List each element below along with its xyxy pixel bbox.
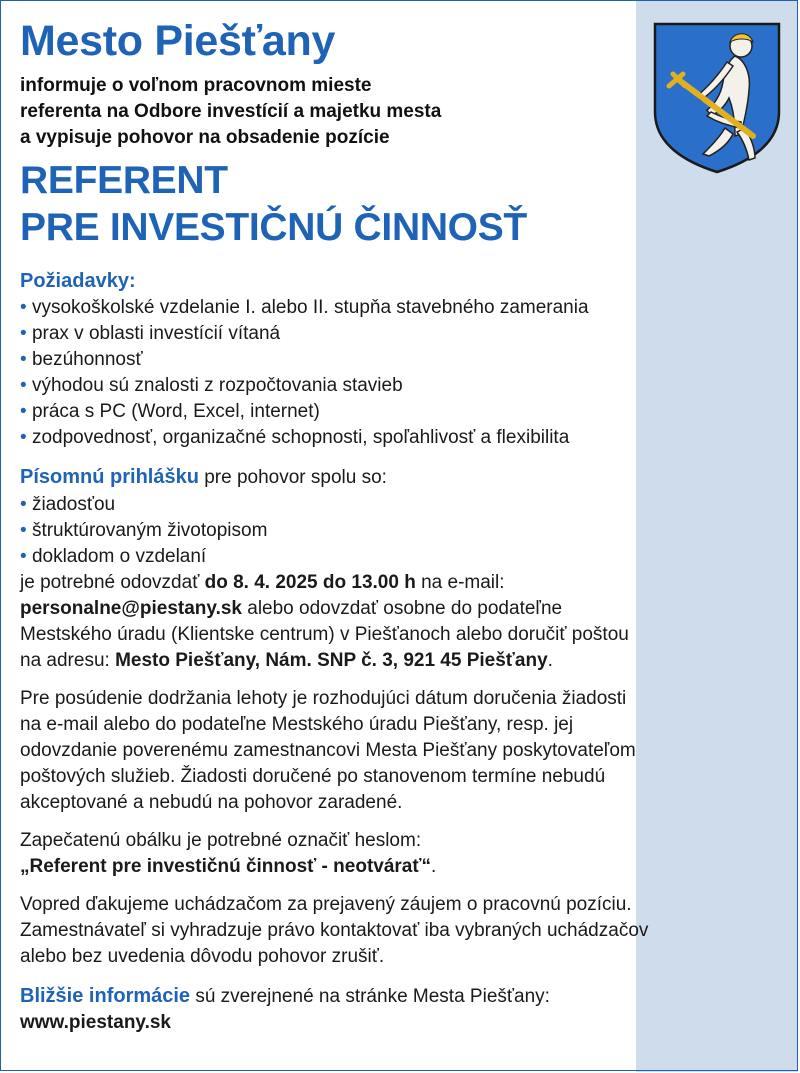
deadline-note: Pre posúdenie dodržania lehoty je rozhodujúci dátum doručenia žiadosti na e-mail alebo do podateľne Mestského úradu Piešťany, resp. jej odovzdanie poverenému zamestnancovi Mesta Piešťany poskytovateľom poštových služieb. Žiadosti doručené po stanovenom termíne nebudú akceptované a nebudú na pohovor zaradené. [20,688,636,813]
bullet-icon: • [20,323,27,344]
bullet-icon: • [20,297,27,318]
list-item: • bezúhonnosť [20,349,143,370]
list-item: • výhodou sú znalosti z rozpočtovania stavieb [20,375,403,396]
office-line: Mestského úradu (Klientske centrum) v Piešťanoch alebo doručiť poštou [20,624,629,645]
requirements-heading: Požiadavky: [20,270,136,292]
intro-line: informuje o voľnom pracovnom mieste [20,75,372,96]
list-item: • vysokoškolské vzdelanie I. alebo II. stupňa stavebného zamerania [20,297,589,318]
list-item: • štruktúrovaným životopisom [20,520,268,541]
document-body [20,16,780,1036]
bullet-icon: • [20,520,27,541]
bullet-icon: • [20,349,27,370]
email-line: personalne@piestany.sk alebo odovzdať osobne do podateľne [20,598,563,619]
intro-line: referenta na Odbore investícií a majetku mesta [20,101,442,122]
envelope-motto: „Referent pre investičnú činnosť - neotvárať“ [20,856,431,877]
bullet-icon: • [20,494,27,515]
bullet-icon: • [20,546,27,567]
bullet-icon: • [20,401,27,422]
website-link[interactable]: www.piestany.sk [20,1012,171,1033]
town-name: Mesto Piešťany [20,17,336,65]
attachments-list [20,492,780,570]
list-item: • dokladom o vzdelaní [20,546,207,567]
intro-line: a vypisuje pohovor na obsadenie pozície [20,127,390,148]
bullet-icon: • [20,375,27,396]
application-heading-line: Písomnú prihlášku pre pohovor spolu so: [20,466,387,488]
more-info: Bližšie informácie sú zverejnené na stránke Mesta Piešťany: www.piestany.sk [20,985,550,1033]
title-line: REFERENT [20,159,228,202]
list-item: • zodpovednosť, organizačné schopnosti, spoľahlivosť a flexibilita [20,427,570,448]
email-link[interactable]: personalne@piestany.sk [20,598,242,619]
list-item: • práca s PC (Word, Excel, internet) [20,401,320,422]
title-line: PRE INVESTIČNÚ ČINNOSŤ [20,206,527,249]
submission-info [20,570,780,674]
bullet-icon: • [20,427,27,448]
address: Mesto Piešťany, Nám. SNP č. 3, 921 45 Piešťany [115,650,548,671]
list-item: • žiadosťou [20,494,116,515]
requirements-list [20,295,780,451]
intro-text [20,73,780,151]
application-heading: Písomnú prihlášku [20,466,199,488]
position-title [20,157,780,251]
address-line: na adresu: Mesto Piešťany, Nám. SNP č. 3, 921 45 Piešťany. [20,650,553,671]
list-item: • prax v oblasti investícií vítaná [20,323,281,344]
deadline: do 8. 4. 2025 do 13.00 h [204,572,416,593]
envelope-note: Zapečatenú obálku je potrebné označiť heslom: „Referent pre investičnú činnosť - neotvárať“. [20,830,437,877]
more-info-heading: Bližšie informácie [20,985,191,1007]
thanks-note: Vopred ďakujeme uchádzačom za prejavený záujem o pracovnú pozíciu. Zamestnávateľ si vyhradzuje právo kontaktovať iba vybraných uchádzačov alebo bez uvedenia dôvodu pohovor zrušiť. [20,894,649,967]
deadline-line: je potrebné odovzdať do 8. 4. 2025 do 13.00 h na e-mail: [20,572,505,593]
